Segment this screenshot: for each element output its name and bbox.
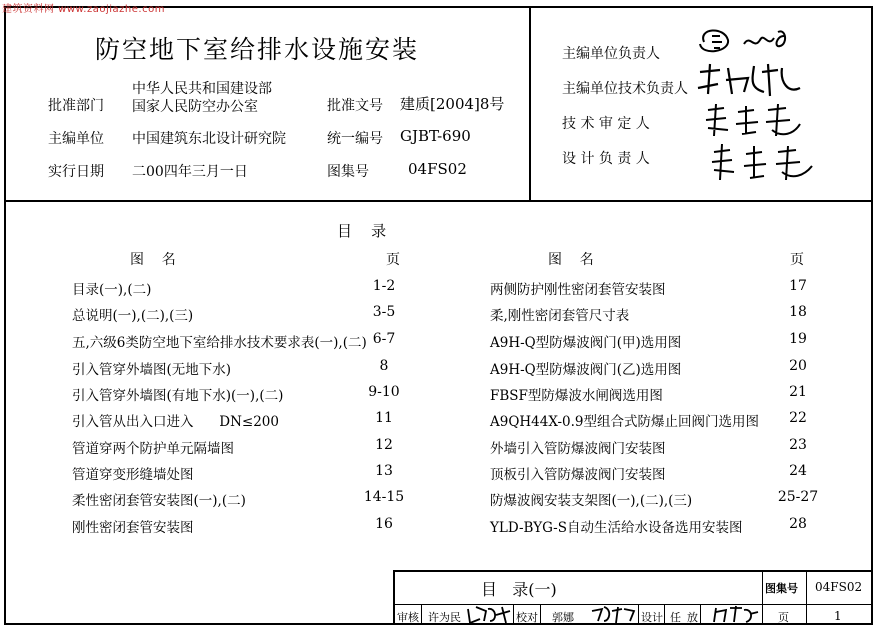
toc-left-page-2: 6-7 [372, 331, 396, 347]
resp-chief-unit-tech-head: 主编单位技术负责人 [562, 81, 688, 97]
value-unified-no: GJBT-690 [400, 127, 471, 145]
toc-left-page-7: 13 [375, 463, 393, 479]
toc-right-name-3: A9H-Q型防爆波阀门(乙)选用图 [490, 362, 682, 378]
signature-2 [692, 58, 812, 100]
toc-right-page-4: 21 [789, 384, 807, 400]
toc-left-name-4: 引入管穿外墙图(有地下水)(一),(二) [72, 388, 284, 404]
toc-col-page-left: 页 [386, 252, 400, 268]
toc-left-page-9: 16 [375, 516, 393, 532]
value-chief-unit: 中国建筑东北设计研究院 [132, 131, 286, 147]
page-title: 防空地下室给排水设施安装 [95, 35, 420, 64]
header-divider [4, 200, 873, 202]
toc-left-page-5: 11 [375, 410, 393, 426]
tb-vert-b [513, 604, 514, 625]
header-vertical-divider [529, 6, 531, 202]
label-unified-no: 统一编号 [327, 131, 383, 147]
value-approval-dept: 中华人民共和国建设部 国家人民防空办公室 [132, 81, 272, 115]
toc-left-name-8: 柔性密闭套管安装图(一),(二) [72, 493, 246, 509]
toc-heading: 目 录 [337, 222, 387, 240]
toc-right-name-2: A9H-Q型防爆波阀门(甲)选用图 [490, 335, 682, 351]
signature-4 [708, 140, 820, 186]
toc-right-page-1: 18 [789, 304, 807, 320]
value-atlas-no: 04FS02 [408, 160, 467, 178]
resp-design-head: 设 计 负 责 人 [562, 151, 650, 167]
frame-left [4, 6, 6, 625]
toc-col-page-right: 页 [790, 252, 804, 268]
tb-design-signature [712, 604, 760, 625]
tb-reviewer: 许为民 [428, 611, 461, 624]
tb-page-label: 页 [778, 611, 789, 624]
toc-right-name-1: 柔,刚性密闭套管尺寸表 [490, 308, 630, 324]
toc-left-page-3: 8 [379, 358, 389, 374]
watermark: 建筑资料网 www.zaojiazhe.com [2, 4, 165, 15]
label-effective-date: 实行日期 [48, 164, 104, 180]
label-approval-no: 批准文号 [327, 98, 383, 114]
toc-right-page-0: 17 [789, 278, 807, 294]
toc-right-name-6: 外墙引入管防爆波阀门安装图 [490, 441, 666, 457]
toc-left-page-1: 3-5 [372, 304, 396, 320]
tb-check-signature [590, 605, 636, 625]
frame-right [871, 6, 873, 625]
resp-chief-unit-head: 主编单位负责人 [562, 46, 660, 62]
toc-right-name-9: YLD-BYG-S自动生活给水设备选用安装图 [490, 520, 743, 536]
toc-right-page-9: 28 [789, 516, 807, 532]
tb-designer: 任放 [670, 611, 704, 624]
toc-right-page-2: 19 [789, 331, 807, 347]
toc-right-name-8: 防爆波阀安装支架图(一),(二),(三) [490, 493, 693, 509]
toc-right-name-4: FBSF型防爆波水闸阀选用图 [490, 388, 663, 404]
toc-col-name-left: 图 名 [130, 252, 176, 268]
toc-left-name-1: 总说明(一),(二),(三) [72, 308, 194, 324]
toc-right-page-6: 23 [789, 437, 807, 453]
tb-atlas-label: 图集号 [765, 582, 798, 595]
tb-sheet-title: 目 录(一) [481, 580, 557, 599]
tb-vert-2 [806, 570, 807, 625]
toc-right-page-3: 20 [789, 358, 807, 374]
tb-check-label: 校对 [516, 611, 538, 624]
tb-review-signature [466, 605, 512, 625]
toc-left-name-5: 引入管从出入口进入 DN≤200 [72, 414, 279, 430]
toc-right-page-5: 22 [789, 410, 807, 426]
tb-design-label: 设计 [641, 611, 663, 624]
toc-left-page-6: 12 [375, 437, 393, 453]
toc-left-name-9: 刚性密闭套管安装图 [72, 520, 194, 536]
resp-tech-reviewer: 技 术 审 定 人 [562, 116, 650, 132]
tb-review-label: 审核 [397, 611, 419, 624]
toc-left-page-0: 1-2 [372, 278, 396, 294]
toc-left-page-8: 14-15 [363, 489, 405, 505]
tb-vert-a [421, 604, 422, 625]
toc-right-name-5: A9QH44X-0.9型组合式防爆止回阀门选用图 [490, 414, 760, 430]
toc-left-name-0: 目录(一),(二) [72, 282, 152, 298]
tb-left [393, 570, 395, 625]
label-approval-dept: 批准部门 [48, 98, 104, 114]
label-chief-unit: 主编单位 [48, 131, 104, 147]
signature-3 [702, 100, 812, 142]
tb-atlas-no: 04FS02 [815, 580, 863, 594]
value-approval-no: 建质[2004]8号 [400, 95, 505, 113]
toc-right-page-7: 24 [789, 463, 807, 479]
toc-right-name-7: 顶板引入管防爆波阀门安装图 [490, 467, 666, 483]
toc-left-page-4: 9-10 [368, 384, 400, 400]
tb-vert-d [638, 604, 639, 625]
tb-top [393, 570, 873, 572]
tb-page-no: 1 [834, 609, 842, 623]
value-effective-date: 二00四年三月一日 [132, 164, 248, 180]
label-atlas-no: 图集号 [327, 164, 369, 180]
toc-right-page-8: 25-27 [777, 489, 819, 505]
toc-left-name-7: 管道穿变形缝墙处图 [72, 467, 194, 483]
tb-vert-c [540, 604, 541, 625]
tb-checker: 郭娜 [552, 611, 574, 624]
toc-left-name-6: 管道穿两个防护单元隔墙图 [72, 441, 234, 457]
toc-left-name-3: 引入管穿外墙图(无地下水) [72, 362, 232, 378]
toc-col-name-right: 图 名 [548, 252, 594, 268]
toc-left-name-2: 五,六级6类防空地下室给排水技术要求表(一),(二) [72, 335, 367, 351]
tb-vert-1 [762, 570, 763, 625]
toc-right-name-0: 两侧防护刚性密闭套管安装图 [490, 282, 666, 298]
tb-vert-e [664, 604, 665, 625]
signature-1 [690, 22, 810, 62]
